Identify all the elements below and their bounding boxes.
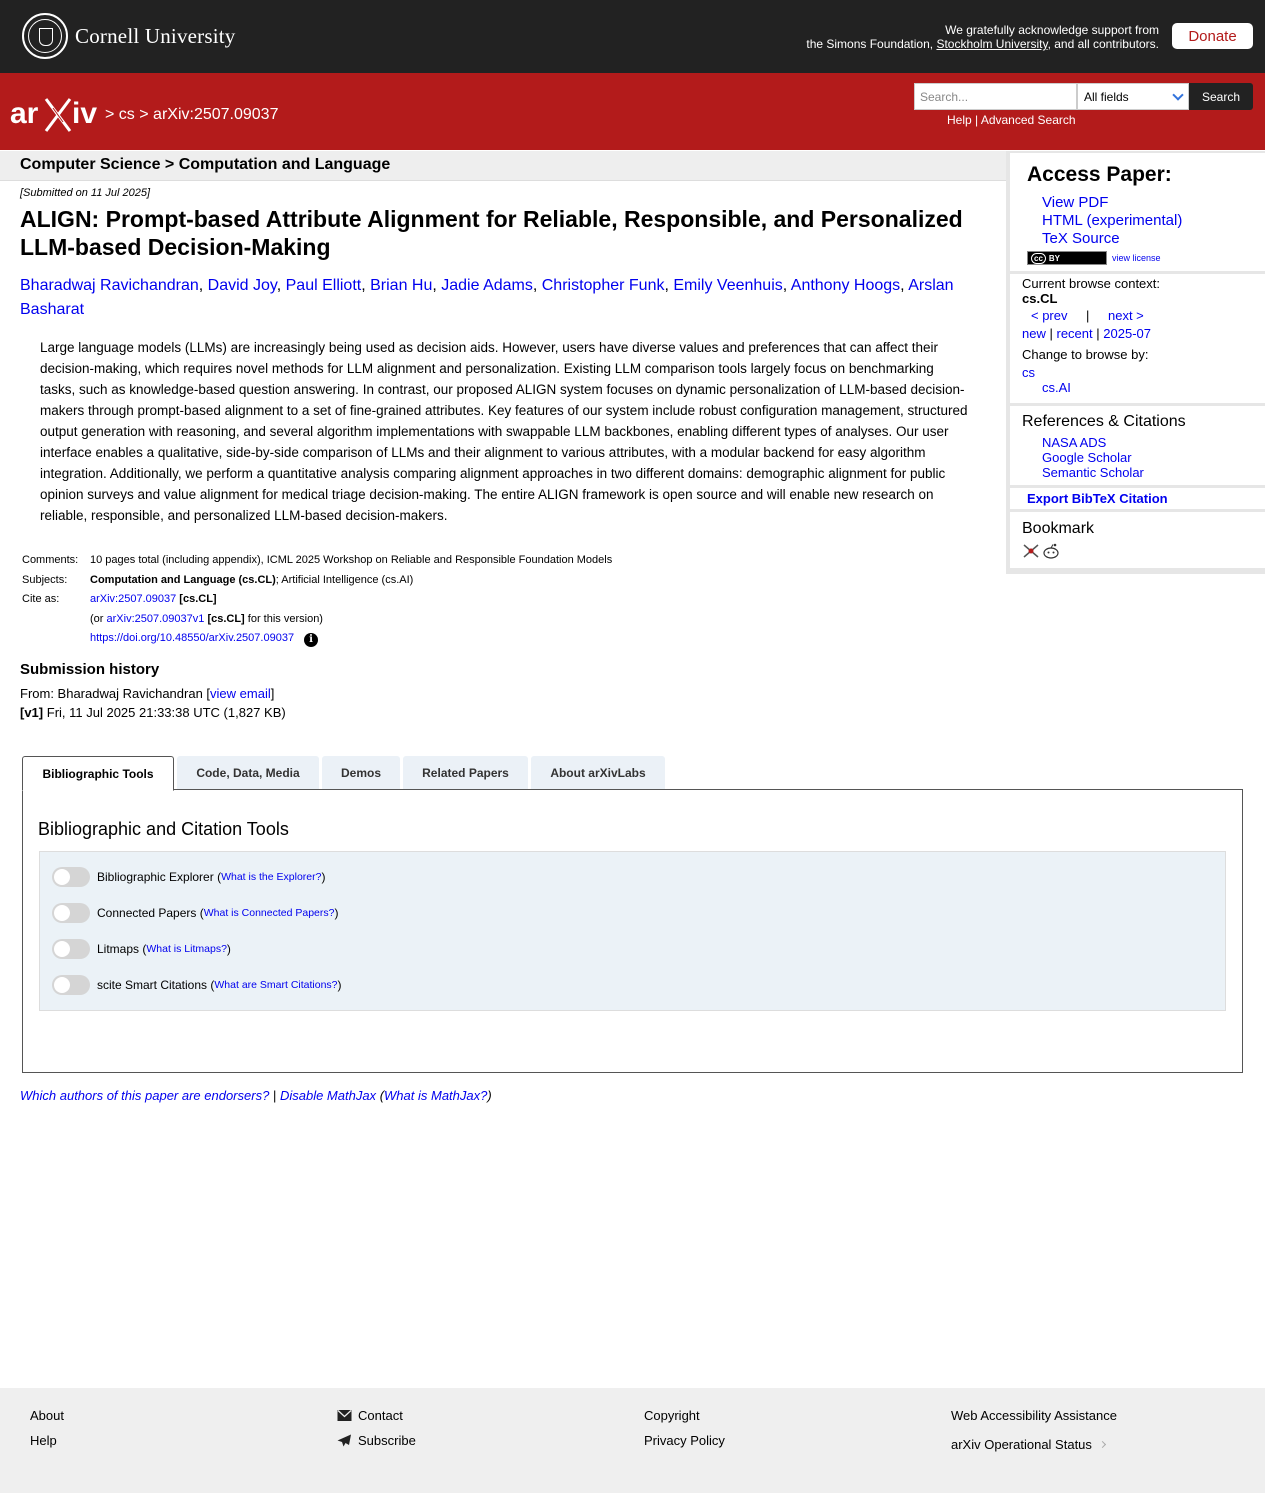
month-link[interactable]: 2025-07 xyxy=(1103,326,1151,341)
references-box xyxy=(1010,406,1265,485)
browse-cs-link[interactable]: cs xyxy=(1022,365,1035,380)
tool-bibliographic-explorer: Bibliographic Explorer ( What is the Explorer? ) xyxy=(52,867,325,887)
other-subjects: ; Artificial Intelligence (cs.AI) xyxy=(275,573,414,586)
change-browse-label: Change to browse by: xyxy=(1022,347,1149,362)
scite-toggle[interactable] xyxy=(52,975,90,995)
recent-link[interactable]: recent xyxy=(1056,326,1093,341)
browse-ai-link[interactable]: cs.AI xyxy=(1042,380,1071,395)
footer-subscribe[interactable]: Subscribe xyxy=(337,1433,416,1448)
author-link[interactable]: Arslan Basharat xyxy=(20,277,954,318)
tool-litmaps: Litmaps ( What is Litmaps? ) xyxy=(52,939,231,959)
help-link[interactable]: Help xyxy=(947,113,972,127)
envelope-icon xyxy=(337,1409,352,1422)
litmaps-toggle[interactable] xyxy=(52,939,90,959)
browse-context-box: Current browse context: cs.CL < prev | next > new | recent | 2025-07 Change to browse by: cs cs.AI xyxy=(1010,274,1265,403)
cornell-logo[interactable] xyxy=(22,13,236,59)
comments-value: 10 pages total (including appendix), ICML 2025 Workshop on Reliable and Responsible Foundation Models xyxy=(90,553,613,566)
endorsers-link[interactable]: Which authors of this paper are endorsers? xyxy=(20,1088,270,1103)
connected-papers-help-link[interactable]: What is Connected Papers? xyxy=(203,907,335,919)
dateline: [Submitted on 11 Jul 2025] xyxy=(20,187,151,199)
nasa-ads-link[interactable]: NASA ADS xyxy=(1042,435,1107,450)
view-email-link[interactable]: view email xyxy=(210,686,271,701)
search-input[interactable]: Search... xyxy=(914,83,1077,110)
version-entry: [v1] Fri, 11 Jul 2025 21:33:38 UTC (1,827 KB) xyxy=(20,705,286,720)
bookmark-box xyxy=(1010,512,1265,568)
cite-v1-link[interactable]: arXiv:2507.09037v1 xyxy=(106,613,205,626)
paper-plane-icon xyxy=(337,1434,352,1447)
stockholm-link[interactable]: Stockholm University xyxy=(936,37,1048,51)
subject-title: Computer Science > Computation and Language xyxy=(20,156,391,173)
info-icon[interactable]: i xyxy=(304,633,318,647)
metadata-table: Comments: 10 pages total (including appendix), ICML 2025 Workshop on Reliable and Responsible Foundation Models Subjects: Computation and Language (cs.CL); Artificial Intelligence (cs.AI) Cite as: arXiv:2507.09037 [cs.CL] (or arXiv:2507.09037v1 [cs.CL] for this version) https://doi.org/10.48550/arXiv.2507.09037 i xyxy=(20,550,614,649)
comments-label: Comments: xyxy=(22,553,79,566)
bibliographic-explorer-toggle[interactable] xyxy=(52,867,90,887)
html-link[interactable]: HTML (experimental) xyxy=(1042,212,1183,229)
disable-mathjax-link[interactable]: Disable MathJax xyxy=(279,1088,377,1103)
submission-history-heading: Submission history xyxy=(20,661,160,678)
author-link[interactable]: Bharadwaj Ravichandran xyxy=(20,277,199,294)
abstract: Large language models (LLMs) are increasingly being used as decision aids. However, users have diverse values and preferences that can affect their decision-making, which requires novel methods for LLM alignment and personalization. Existing LLM comparison tools largely focus on benchmarking tasks, such as knowledge-based question answering. In contrast, our proposed ALIGN system focuses on dynamic personalization of LLM-based decision-makers through prompt-based alignment to a set of fine-grained attributes. Key features of our system include robust configuration management, structured output generation with reasoning, and several algorithm implementations with swappable LLM backbones, enabling different types of analyses. Our user interface enables a qualitative, side-by-side comparison of LLMs and their alignment to various attributes, with a modular backend for easy algorithm integration. Additionally, we perform a quantitative analysis comparing alignment approaches in two different domains: demographic alignment for public opinion surveys and value alignment for medical triage decision-making. The entire ALIGN framework is open source and will enable new research on reliable, responsible, and personalized LLM-based decision-makers. xyxy=(40,340,968,523)
tab-code-data-media[interactable]: Code, Data, Media xyxy=(177,756,319,789)
cite-id-link[interactable]: arXiv:2507.09037 xyxy=(90,593,177,606)
primary-subject: Computation and Language (cs.CL) xyxy=(90,573,276,586)
tab-demos[interactable]: Demos xyxy=(322,756,400,789)
arxiv-logo[interactable] xyxy=(10,93,102,135)
google-scholar-link[interactable]: Google Scholar xyxy=(1042,450,1132,465)
chevron-right-icon xyxy=(1099,1441,1106,1448)
connected-papers-toggle[interactable] xyxy=(52,903,90,923)
author-link[interactable]: Christopher Funk xyxy=(541,277,665,294)
tab-related-papers[interactable]: Related Papers xyxy=(403,756,528,789)
context-label: Current browse context: xyxy=(1022,276,1161,291)
breadcrumb-cs[interactable]: cs xyxy=(118,106,135,123)
next-link[interactable]: next > xyxy=(1108,308,1144,323)
refs-title: References & Citations xyxy=(1022,413,1186,430)
panel-title: Bibliographic and Citation Tools xyxy=(38,819,289,839)
tool-scite: scite Smart Citations ( What are Smart Citations? ) xyxy=(52,975,342,995)
footer-copyright[interactable]: Copyright xyxy=(644,1408,700,1423)
footer xyxy=(0,1388,1265,1493)
tab-panel xyxy=(22,789,1243,1073)
footer-about[interactable]: About xyxy=(30,1408,64,1423)
tool-connected-papers: Connected Papers ( What is Connected Papers? ) xyxy=(52,903,339,923)
bibtex-box xyxy=(1010,488,1265,509)
tex-source-link[interactable]: TeX Source xyxy=(1042,230,1120,247)
svg-text:ar: ar xyxy=(10,97,39,130)
tools-box xyxy=(39,851,1226,1011)
new-link[interactable]: new xyxy=(1022,326,1046,341)
subject-header xyxy=(0,151,1006,181)
acknowledgement: We gratefully acknowledge support from the Simons Foundation, Stockholm University, and all contributors. xyxy=(806,23,1159,51)
breadcrumb: > cs > arXiv:2507.09037 xyxy=(105,106,279,123)
access-paper-box xyxy=(1010,153,1265,271)
author-link[interactable]: David Joy xyxy=(207,277,277,294)
search-field-select[interactable]: All fields xyxy=(1077,83,1189,110)
bookmark-title: Bookmark xyxy=(1022,520,1095,537)
export-bibtex-link[interactable]: Export BibTeX Citation xyxy=(1027,491,1168,506)
context-value: cs.CL xyxy=(1022,291,1058,306)
svg-text:iv: iv xyxy=(72,97,98,130)
endorsers-line: Which authors of this paper are endorsers? | Disable MathJax (What is MathJax?) xyxy=(20,1088,492,1103)
sidebar xyxy=(1006,151,1265,574)
cornell-name: Cornell University xyxy=(75,23,236,48)
arxiv-header xyxy=(0,73,1265,150)
tab-bibliographic-tools[interactable]: Bibliographic Tools xyxy=(22,756,174,791)
tab-about-arxivlabs[interactable]: About arXivLabs xyxy=(531,756,665,789)
advanced-search-link[interactable]: Advanced Search xyxy=(980,113,1076,127)
author-link[interactable]: Jadie Adams xyxy=(441,277,533,294)
cornell-seal-icon xyxy=(22,13,68,59)
breadcrumb-id: arXiv:2507.09037 xyxy=(153,106,279,123)
footer-help[interactable]: Help xyxy=(30,1433,57,1448)
cc-by-license-icon[interactable]: cc BY xyxy=(1027,251,1107,265)
author-link[interactable]: Anthony Hoogs xyxy=(790,277,901,294)
footer-contact[interactable]: Contact xyxy=(337,1408,403,1423)
cite-label: Cite as: xyxy=(22,593,60,606)
subjects-label: Subjects: xyxy=(22,573,68,586)
bibsonomy-icon[interactable] xyxy=(1022,543,1040,559)
search-button[interactable]: Search xyxy=(1189,83,1253,110)
cornell-header xyxy=(0,0,1265,73)
footer-privacy[interactable]: Privacy Policy xyxy=(644,1433,725,1448)
author-link[interactable]: Brian Hu xyxy=(370,277,433,294)
footer-status[interactable]: arXiv Operational Status xyxy=(951,1437,1105,1452)
reddit-icon[interactable] xyxy=(1042,543,1060,559)
search-links: Help | Advanced Search xyxy=(947,113,1076,127)
version-tag: [v1] xyxy=(20,705,44,720)
access-title: Access Paper: xyxy=(1027,163,1172,186)
submitter: From: Bharadwaj Ravichandran [view email] xyxy=(20,686,275,701)
author-link[interactable]: Emily Veenhuis xyxy=(673,277,783,294)
footer-accessibility[interactable]: Web Accessibility Assistance xyxy=(951,1408,1117,1423)
litmaps-help-link[interactable]: What is Litmaps? xyxy=(146,943,227,955)
explorer-help-link[interactable]: What is the Explorer? xyxy=(221,871,322,883)
chevron-down-icon xyxy=(1172,89,1183,100)
donate-button[interactable]: Donate xyxy=(1172,23,1253,49)
semantic-scholar-link[interactable]: Semantic Scholar xyxy=(1042,465,1144,480)
view-pdf-link[interactable]: View PDF xyxy=(1042,194,1109,211)
author-link[interactable]: Paul Elliott xyxy=(285,277,362,294)
prev-link[interactable]: < prev xyxy=(1031,308,1068,323)
doi-link[interactable]: https://doi.org/10.48550/arXiv.2507.09037 xyxy=(90,631,295,644)
what-is-mathjax-link[interactable]: What is MathJax? xyxy=(384,1088,488,1103)
scite-help-link[interactable]: What are Smart Citations? xyxy=(214,979,338,991)
paper-title: ALIGN: Prompt-based Attribute Alignment for Reliable, Responsible, and Personalized LLM-based Decision-Making xyxy=(20,206,963,260)
authors: Bharadwaj Ravichandran, David Joy, Paul Elliott, Brian Hu, Jadie Adams, Christopher Funk, Emily Veenhuis, Anthony Hoogs, Arslan Basharat xyxy=(20,277,954,318)
view-license-link[interactable]: view license xyxy=(1112,253,1161,263)
